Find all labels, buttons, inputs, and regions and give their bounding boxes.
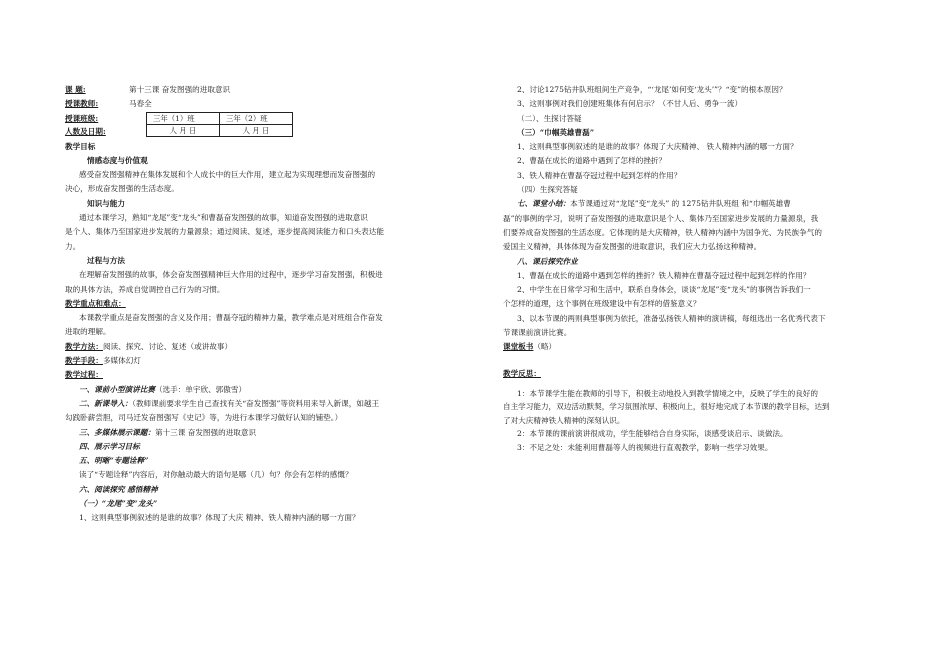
teacher-value: 马春全 — [129, 99, 152, 109]
reflect-heading: 教学反思： — [503, 368, 541, 378]
step5: 五、明晰“专题诠释” — [79, 456, 149, 466]
means-label: 教学手段： — [65, 356, 103, 366]
class-block — [65, 112, 457, 140]
step1-label: 一、课前小型演讲比赛 — [79, 384, 155, 394]
right-column — [503, 83, 895, 454]
hw3-line-2: 节课课前演讲比赛。 — [503, 328, 572, 338]
step2-row — [65, 397, 457, 411]
title-value: 第十三课 奋发图强的进取意识 — [129, 85, 231, 94]
goals-heading: 教学目标 — [65, 141, 96, 151]
left-column — [65, 83, 457, 526]
step1-value: （选手：单宇欣、郭傲雪） — [154, 384, 247, 394]
reflect-3: 3：不足之处：未能利用曹磊等人的视频进行直观教学，影响一些学习效果。 — [517, 442, 773, 452]
q4: 1、这则典型事例叙述的是谁的故事？体现了大庆精神、 铁人精神内涵的哪一方面？ — [517, 142, 798, 152]
hw1: 1、曹磊在成长的道路中遇到怎样的挫折？铁人精神在曹磊夺冠过程中起到怎样的作用？ — [517, 270, 811, 280]
process-heading: 过程与方法 — [87, 255, 125, 265]
sub4: （四）生探究答疑 — [517, 185, 578, 195]
means-row — [65, 354, 457, 368]
title-label: 课 题: — [65, 85, 86, 94]
teacher-label: 授课教师: — [65, 99, 99, 109]
key-text-2: 进取的理解。 — [65, 327, 111, 337]
hw2-line-2: 个怎样的道理，这个事例在班级建设中有怎样的借鉴意义？ — [503, 299, 701, 309]
knowledge-text-2: 是个人、集体乃至国家进步发展的力量源泉；通过阅读、复述，逐步提高阅读能力和口头表达能 — [65, 227, 384, 237]
spacer — [503, 355, 895, 367]
q6: 3、铁人精神在曹磊夺冠过程中起到怎样的作用？ — [517, 170, 682, 180]
reflect-1-line-3: 了对大庆精神铁人精神的深刻认识。 — [503, 415, 625, 425]
hw3-line-1: 3、以本节课的两则典型事例为依托，准备弘扬铁人精神的演讲稿，每组选出一名优秀代表下 — [517, 313, 826, 323]
step2-text-1: （教师课前要求学生自己查找有关“奋发图强”等资料用来导入新课，如越王 — [132, 398, 380, 408]
class-cell: 三年（1）班 — [147, 112, 220, 124]
summary-row — [503, 197, 895, 211]
method-label: 教学方法： — [65, 341, 103, 351]
sub3: （三）“巾帼英雄曹磊” — [517, 127, 595, 137]
class-label: 授课班级: — [65, 113, 99, 123]
date-cell: 人 月 日 — [220, 124, 293, 136]
q5: 2、曹磊在成长的道路中遇到了怎样的挫折？ — [517, 156, 667, 166]
step8: 八、课后探究作业 — [517, 256, 578, 266]
step3-label: 三、多媒体展示课题： — [79, 427, 155, 437]
knowledge-text-3: 力。 — [65, 241, 81, 251]
board-row — [503, 340, 895, 354]
step1-row — [65, 383, 457, 397]
emotion-text-2: 决心，形成奋发图强的生活态度。 — [65, 184, 179, 194]
reflect-1-line-2: 自主学习能力，双边活动默契，学习氛围浓厚、积极向上，很好地完成了本节课的教学目标，达到 — [503, 402, 830, 412]
reflect-2: 2：本节课的课前演讲很成功，学生能够结合自身实际，谈感受谈启示、谈做法。 — [517, 429, 788, 439]
step2-label: 二、新课导入： — [79, 398, 133, 408]
board-label: 课堂板书 — [503, 342, 534, 352]
date-cell: 人 月 日 — [147, 124, 220, 136]
key-heading: 教学重点和难点： — [65, 298, 126, 308]
sub2: （二）、生探讨答疑 — [517, 113, 582, 123]
hw2-line-1: 2、中学生在日常学习和生活中，联系自身体会，谈谈“龙尾”变“龙头”的事例告诉我们一 — [517, 285, 811, 295]
knowledge-text-1: 通过本课学习，熟知“龙尾”变“龙头”和曹磊奋发图强的故事，知道奋发图强的进取意识 — [79, 213, 368, 223]
key-text-1: 本课教学重点是奋发图强的含义及作用；曹磊夺冠的精神力量，教学难点是对班组合作奋发 — [79, 313, 383, 323]
q3: 3、这则事例对我们创建班集体有何启示？（不甘人后、勇争一流） — [517, 99, 743, 109]
summary-text-4: 爱国主义精神，具体体现为奋发图强的进取意识，我们应大力弘扬这种精神。 — [503, 242, 762, 252]
sub1: （一）“龙尾”变“龙头” — [79, 499, 158, 509]
teacher-row — [65, 97, 457, 111]
class-table — [146, 112, 293, 137]
emotion-text-1: 感受奋发图强精神在集体发展和个人成长中的巨大作用，建立起为实现理想而发奋图强的 — [79, 170, 376, 180]
step4: 四、展示学习目标 — [79, 441, 140, 451]
board-value: （略） — [533, 342, 557, 352]
process-text-1: 在理解奋发图强的故事，体会奋发图强精神巨大作用的过程中，逐步学习奋发图强，积极进 — [79, 270, 383, 280]
title-row — [65, 83, 457, 97]
q1: 1、这则典型事例叙述的是谁的故事？体现了大庆 精神、铁人精神内涵的哪一方面？ — [79, 513, 360, 523]
step6: 六、阅读探究 感悟精神 — [79, 484, 158, 494]
summary-text-2: 磊”的事例的学习，说明了奋发图强的进取意识是个人、集体乃至国家进步发展的力量源泉，我 — [503, 213, 819, 223]
process-text-2: 取的具体方法，养成自觉调控自己行为的习惯。 — [65, 284, 225, 294]
emotion-heading: 情感态度与价值观 — [87, 155, 148, 165]
summary-text-1: 本节课通过对“龙尾”变“龙头” 的 1275钻井队班组 和“巾帼英雄曹 — [570, 199, 791, 209]
date-label: 人数及日期: — [65, 126, 106, 136]
summary-label: 七、课堂小结： — [517, 199, 571, 209]
knowledge-heading: 知识与能力 — [87, 198, 125, 208]
reflect-1-line-1: 1：本节课学生能在教师的引导下，积极主动地投入到教学情境之中，反映了学生的良好的 — [517, 388, 818, 398]
class-cell: 三年（2）班 — [220, 112, 293, 124]
method-value: 阅读、探究、讨论、复述（或讲故事） — [102, 341, 233, 351]
summary-text-3: 们要养成奋发图强的生活态度。它体现的是大庆精神，铁人精神内涵中为国争光、为民族争气的 — [503, 227, 822, 237]
step5-text: 读了“专题诠释”内容后，对你触动最大的语句是哪（几）句？你会有怎样的感慨？ — [79, 470, 353, 480]
q2: 2、讨论1275钻井队班组间生产竞争，“‘龙尾’如何变‘龙头’”？“变”的根本原因？ — [517, 85, 787, 94]
step2-text-2: 勾践卧薪尝胆，司马迁发奋图强写《史记》等，为进行本课学习做好认知的铺垫。） — [65, 413, 343, 423]
step3-row — [65, 426, 457, 440]
means-value: 多媒体幻灯 — [102, 356, 141, 366]
procedure-heading: 教学过程： — [65, 370, 103, 380]
step3-value: 第十三课 奋发图强的进取意识 — [154, 427, 257, 437]
method-row — [65, 340, 457, 354]
